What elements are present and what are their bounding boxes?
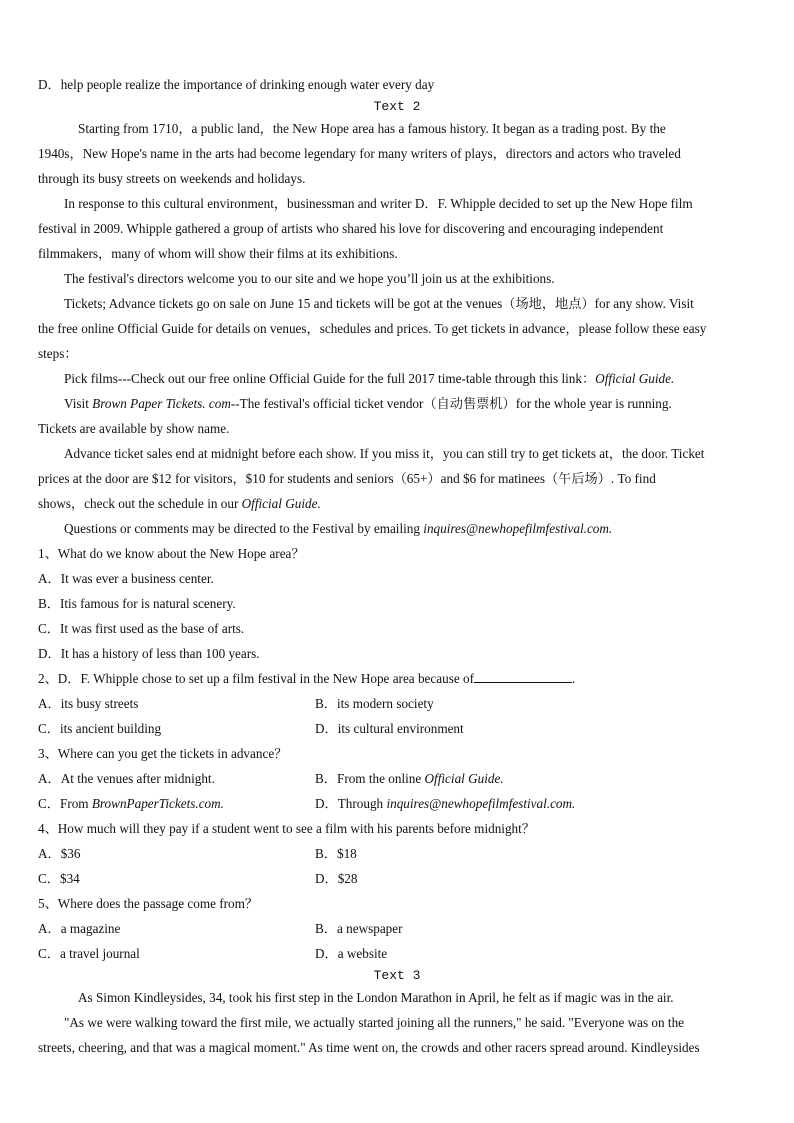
q3-row2	[38, 791, 756, 816]
q2-row2	[38, 716, 756, 741]
q2-option-c: C．its ancient building	[38, 721, 162, 736]
q2-option-d: D．its cultural environment	[315, 721, 464, 736]
text2-p5-text: Pick films---Check out our free online Official Guide for the full 2017 time-table through this link：	[64, 371, 596, 386]
q4-option-d: D．$28	[315, 871, 358, 886]
text2-p1-line3: through its busy streets on weekends and holidays.	[38, 171, 306, 186]
text2-p5	[38, 366, 756, 391]
q1-option-d: D．It has a history of less than 100 years.	[38, 646, 260, 661]
q1-option-a: A．It was ever a business center.	[38, 571, 214, 586]
text3-p2-line2: streets, cheering, and that was a magical moment." As time went on, the crowds and other racers spread around. Kindleysides	[38, 1040, 700, 1055]
q4-row1	[38, 841, 756, 866]
previous-option-d: D．help people realize the importance of drinking enough water every day	[38, 77, 435, 92]
q3-stem: 3、Where can you get the tickets in advance？	[38, 746, 288, 761]
q1-stem: 1、What do we know about the New Hope area？	[38, 546, 305, 561]
text2-p7-line2: prices at the door are $12 for visitors，$10 for students and seniors（65+）and $6 for matinees（午后场）. To find	[38, 471, 656, 486]
q1-option-b: B．Itis famous for is natural scenery.	[38, 596, 236, 611]
text3-p1: As Simon Kindleysides, 34, took his first step in the London Marathon in April, he felt as if magic was in the air.	[78, 990, 674, 1005]
official-guide-link[interactable]: Official Guide.	[595, 371, 675, 386]
official-guide-ref: Official Guide.	[241, 496, 321, 511]
q2-stem: 2、D．F. Whipple chose to set up a film festival in the New Hope area because of .	[38, 666, 756, 691]
text2-heading: Text 2	[373, 99, 421, 114]
text2-p1-line2: 1940s，New Hope's name in the arts had become legendary for many writers of plays，directors and actors who traveled	[38, 146, 681, 161]
q3-option-d: D．Through inquires@newhopefilmfestival.com.	[315, 796, 576, 811]
text3-p2-line1: "As we were walking toward the first mile, we actually started joining all the runners," he said. "Everyone was on the	[64, 1015, 685, 1030]
text2-p6-line2: Tickets are available by show name.	[38, 421, 230, 436]
text2-p1-line1: Starting from 1710，a public land，the New Hope area has a famous history. It began as a trading post. By the	[78, 121, 666, 136]
q4-option-a: A．$36	[38, 846, 81, 861]
q4-option-b: B．$18	[315, 846, 357, 861]
q2-option-b: B．its modern society	[315, 696, 434, 711]
text2-p4-line1: Tickets; Advance tickets go on sale on June 15 and tickets will be got at the venues（场地，地点）for any show. Visit	[64, 296, 694, 311]
q3-option-c: C．From BrownPaperTickets.com.	[38, 796, 224, 811]
text3-heading: Text 3	[373, 968, 421, 983]
q5-row2	[38, 941, 756, 966]
text2-p3: The festival's directors welcome you to our site and we hope you’ll join us at the exhibitions.	[64, 271, 555, 286]
answer-blank	[474, 668, 572, 683]
text2-p2-line3: filmmakers，many of whom will show their films at its exhibitions.	[38, 246, 398, 261]
text2-p7-line3: shows，check out the schedule in our Official Guide.	[38, 496, 321, 511]
q2-option-a: A．its busy streets	[38, 696, 139, 711]
q5-option-c: C．a travel journal	[38, 946, 140, 961]
ticket-site-name: Brown Paper Tickets. com	[92, 396, 231, 411]
text2-p2-line1: In response to this cultural environment，businessman and writer D．F. Whipple decided to set up the New Hope film	[64, 196, 693, 211]
q1-option-c: C．It was first used as the base of arts.	[38, 621, 245, 636]
q3-option-a: A．At the venues after midnight.	[38, 771, 215, 786]
document-page	[38, 72, 756, 1060]
text2-p4-line3: steps：	[38, 346, 78, 361]
q4-row2	[38, 866, 756, 891]
text2-p7-line1: Advance ticket sales end at midnight before each show. If you miss it，you can still try to get tickets at，the door. Ticket	[64, 446, 705, 461]
q4-stem: 4、How much will they pay if a student went to see a film with his parents before midnight？	[38, 821, 535, 836]
q3-row1	[38, 766, 756, 791]
text2-p6-line1: Visit Brown Paper Tickets. com--The festival's official ticket vendor（自动售票机）for the whole year is running.	[64, 396, 672, 411]
text2-p2-line2: festival in 2009. Whipple gathered a group of artists who shared his love for discovering and encouraging independent	[38, 221, 664, 236]
text2-p4-line2: the free online Official Guide for details on venues，schedules and prices. To get tickets in advance，please follow these easy	[38, 321, 707, 336]
text2-p8: Questions or comments may be directed to the Festival by emailing inquires@newhopefilmfestival.com.	[64, 521, 613, 536]
q5-row1	[38, 916, 756, 941]
festival-email: inquires@newhopefilmfestival.com.	[423, 521, 613, 536]
q2-row1	[38, 691, 756, 716]
q3-option-b: B．From the online Official Guide.	[315, 771, 504, 786]
q4-option-c: C．$34	[38, 871, 80, 886]
q5-option-b: B．a newspaper	[315, 921, 403, 936]
q5-option-d: D．a website	[315, 946, 388, 961]
q5-option-a: A．a magazine	[38, 921, 121, 936]
q5-stem: 5、Where does the passage come from？	[38, 896, 259, 911]
